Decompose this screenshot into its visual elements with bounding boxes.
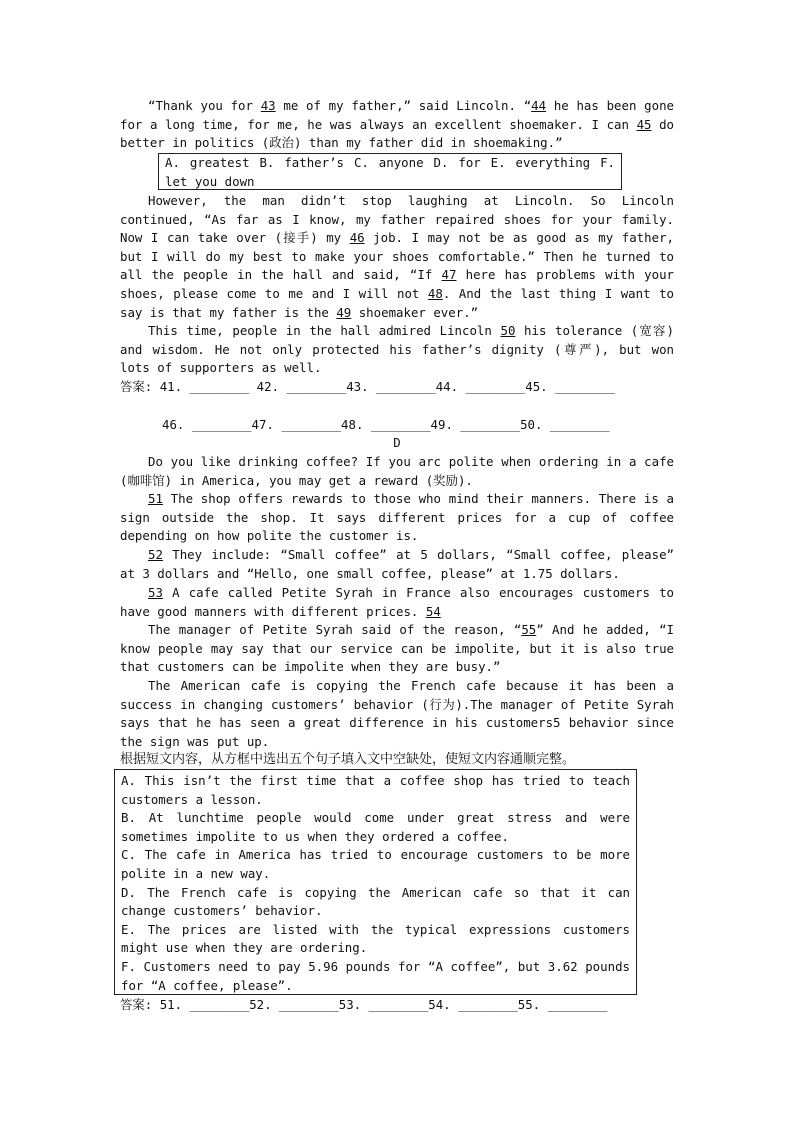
blank-number: 48 [427, 285, 443, 301]
blank-number: 53 [148, 585, 163, 600]
answer-line: 答案: 41. ________ 42. ________43. ________44. ________45. ________ [120, 379, 615, 394]
passage-paragraph [120, 490, 674, 546]
text: ” And he added, “I know people may say that our service can be impolite, but it is also true that customers can be impolite when they are busy.” [120, 622, 675, 675]
text: The manager of Petite Syrah said of the reason, “ [148, 622, 522, 637]
passage-paragraph [120, 546, 674, 583]
blank-number: 49 [336, 304, 352, 320]
blank-number: 50 [500, 323, 516, 338]
text: . And the last thing I want to say is that my father is the [120, 285, 674, 320]
option-item: C. The cafe in America has tried to encourage customers to be more polite in a new way. [121, 847, 630, 881]
text: job. I may not be as good as my father, but I will do my best to make your shoes comfortable.” Then he turned to all the people in the hall and said, “If [120, 230, 674, 283]
text: The shop offers rewards to those who mind their manners. There is a sign outside the shop. It says different prices for a cup of coffee depending on how polite the customer is. [120, 491, 674, 544]
text: This time, people in the hall admired Lincoln [148, 323, 501, 338]
passage-paragraph [120, 621, 674, 677]
blank-number: 54 [425, 603, 441, 619]
text: do better in politics (政治) than my father did in shoemaking.” [120, 116, 674, 151]
text: he has been gone for a long time, for me, he was always an excellent shoemaker. I can [120, 98, 674, 132]
word-options: A. greatest B. father’s C. anyone D. for E. everything F. let you down [165, 155, 615, 189]
text: here has problems with your shoes, please come to me and I will not [120, 267, 675, 301]
passage-paragraph [120, 192, 674, 322]
blank-number: 46 [349, 230, 365, 246]
section-letter: D [393, 435, 401, 450]
option-item: B. At lunchtime people would come under great stress and were sometimes impolite to us when they ordered a coffee. [121, 810, 630, 844]
passage-paragraph [120, 97, 674, 153]
text: me of my father,” said Lincoln. “ [275, 98, 532, 113]
passage-paragraph: Do you like drinking coffee? If you arc polite when ordering in a cafe (咖啡馆) in America, you may get a reward (奖励). [120, 454, 674, 488]
option-item: E. The prices are listed with the typical expressions customers might use when they are ordering. [121, 921, 630, 956]
blank-number: 52 [148, 547, 163, 562]
option-item: A. This isn’t the first time that a coffee shop has tried to teach customers a lesson. [121, 773, 630, 807]
text: “Thank you for [148, 98, 261, 113]
blank-number: 51 [148, 491, 163, 506]
option-item: D. The French cafe is copying the American cafe so that it can change customers’ behavior. [121, 884, 630, 919]
sentence-options-box [114, 769, 637, 995]
answer-line: 46. ________47. ________48. ________49. ________50. ________ [162, 417, 610, 432]
instruction: 根据短文内容，从方框中选出五个句子填入文中空缺处，使短文内容通顺完整。 [120, 752, 576, 767]
option-item: F. Customers need to pay 5.96 pounds for “A coffee”, but 3.62 pounds for “A coffee, please”. [121, 958, 630, 993]
text: However, the man didn’t stop laughing at Lincoln. So Lincoln continued, “As far as I know, my father repaired shoes for your family. Now I can take over (接手) my [120, 193, 674, 246]
passage-paragraph: The American cafe is copying the French cafe because it has been a success in changing customers’ behavior (行为).The manager of Petite Syrah says that he has seen a great difference in his customers5 behavior since the sign was put up. [120, 678, 674, 749]
text: They include: “Small coffee” at 5 dollars, “Small coffee, please” at 3 dollars and “Hello, one small coffee, please” at 1.75 dollars. [120, 547, 674, 581]
answer-line: 答案: 51. ________52. ________53. ________54. ________55. ________ [120, 997, 608, 1012]
blank-number: 45 [636, 116, 652, 132]
blank-number: 44 [531, 98, 547, 113]
text: shoemaker ever.” [351, 304, 479, 320]
blank-number: 55 [521, 622, 537, 637]
text: A cafe called Petite Syrah in France also encourages customers to have good manners with different prices. [120, 585, 674, 619]
passage-paragraph [120, 322, 674, 378]
blank-number: 43 [260, 98, 276, 113]
word-options-box [158, 153, 622, 190]
blank-number: 47 [441, 267, 457, 283]
text: his tolerance (宽容) and wisdom. He not only protected his father’s dignity (尊严), but won lots of supporters as well. [120, 323, 674, 376]
passage-paragraph [120, 584, 674, 621]
